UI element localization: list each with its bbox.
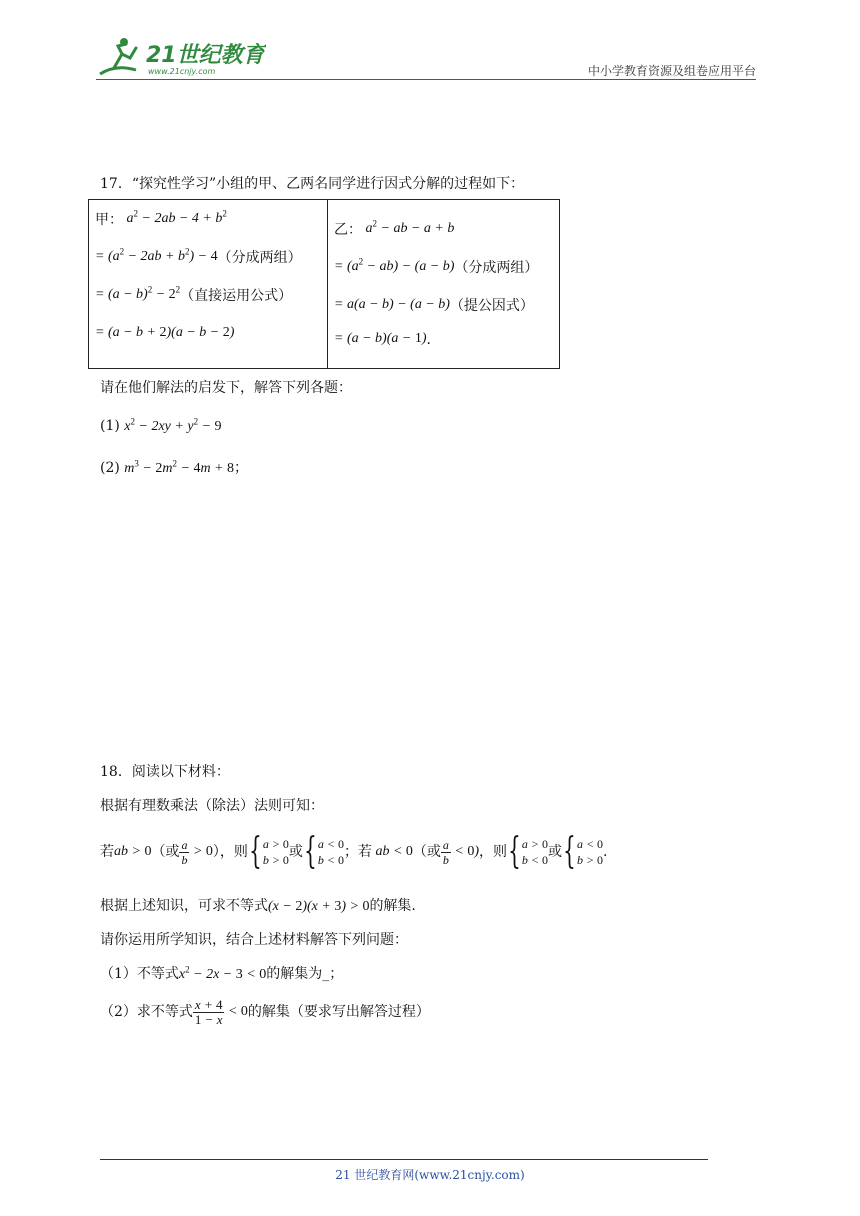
q18-rule-line: 若 ab > 0 （或 $\frac{a}{b}$ > 0 ），则 { a > 0 b > 0 或 { a < 0 b < 0 ；若 ab < 0 （或 $\frac{a}{b}$ < 0) ，则 { a > 0 b < 0 或 { a < 0 b > 0 .: [100, 831, 608, 872]
yi-line-2: = $(a^2 - ab) - (a - b)$ （分成两组）: [334, 256, 539, 276]
jia-solution: [89, 200, 328, 369]
q17-sub1: (1) $x^2 - 2xy + y^2 - 9$: [100, 416, 222, 434]
header-title: 中小学教育资源及组卷应用平台: [587, 64, 756, 78]
jia-line-2: = $(a^2 - 2ab + b^2) - 4$ （分成两组）: [95, 246, 302, 266]
q18-line1: 根据有理数乘法（除法）法则可知：: [100, 798, 324, 814]
system-2: { a < 0 b < 0: [304, 831, 344, 872]
q18-line3: 根据上述知识，可求不等式(x − 2)(x + 3) > 0的解集.: [100, 898, 416, 914]
system-3: { a > 0 b < 0: [508, 831, 549, 872]
site-logo: [96, 34, 266, 80]
jia-line-4: = (a − b + 2)(a − b − 2): [95, 325, 235, 340]
yi-line-4: = (a − b)(a − 1) ．: [334, 331, 441, 348]
q17-stem: 17．“探究性学习”小组的甲、乙两名同学进行因式分解的过程如下：: [100, 176, 525, 192]
q17-solution-table: [88, 199, 560, 369]
q18-line4: 请你运用所学知识，结合上述材料解答下列问题：: [100, 932, 408, 948]
yi-solution: [328, 200, 560, 369]
footer-link[interactable]: 21 世纪教育网(www.21cnjy.com): [335, 1168, 525, 1182]
system-4: { a < 0 b > 0: [563, 831, 604, 872]
logo-url: www.21cnjy.com: [148, 67, 216, 76]
q18-stem: 18．阅读以下材料：: [100, 764, 230, 780]
q17-sub2: (2) $m^3 - 2m^2 - 4m + 8$；: [100, 458, 249, 476]
header-divider: [96, 79, 756, 80]
q18-sub2: （2）求不等式 $\frac{x + 4}{1 - x}$ < 0 的解集（要求写出解答过程）: [100, 996, 430, 1027]
logo-text: 21世纪教育: [146, 43, 265, 68]
yi-line-3: = a(a − b) − (a − b) （提公因式）: [334, 297, 534, 314]
footer-divider: [100, 1159, 708, 1160]
yi-line-1: 乙： $a^2$ − ab − a + b: [334, 218, 455, 238]
q18-sub1: （1）不等式$x^2 - 2x - 3 < 0$的解集为_；: [100, 964, 344, 982]
jia-line-3: = $(a - b)^2 - 2^2$ （直接运用公式）: [95, 284, 293, 304]
q17-hint: 请在他们解法的启发下，解答下列各题：: [100, 380, 352, 396]
jia-line-1: 甲： $a^2 - 2ab - 4 + b^2$: [95, 208, 227, 228]
system-1: { a > 0 b > 0: [249, 831, 289, 872]
